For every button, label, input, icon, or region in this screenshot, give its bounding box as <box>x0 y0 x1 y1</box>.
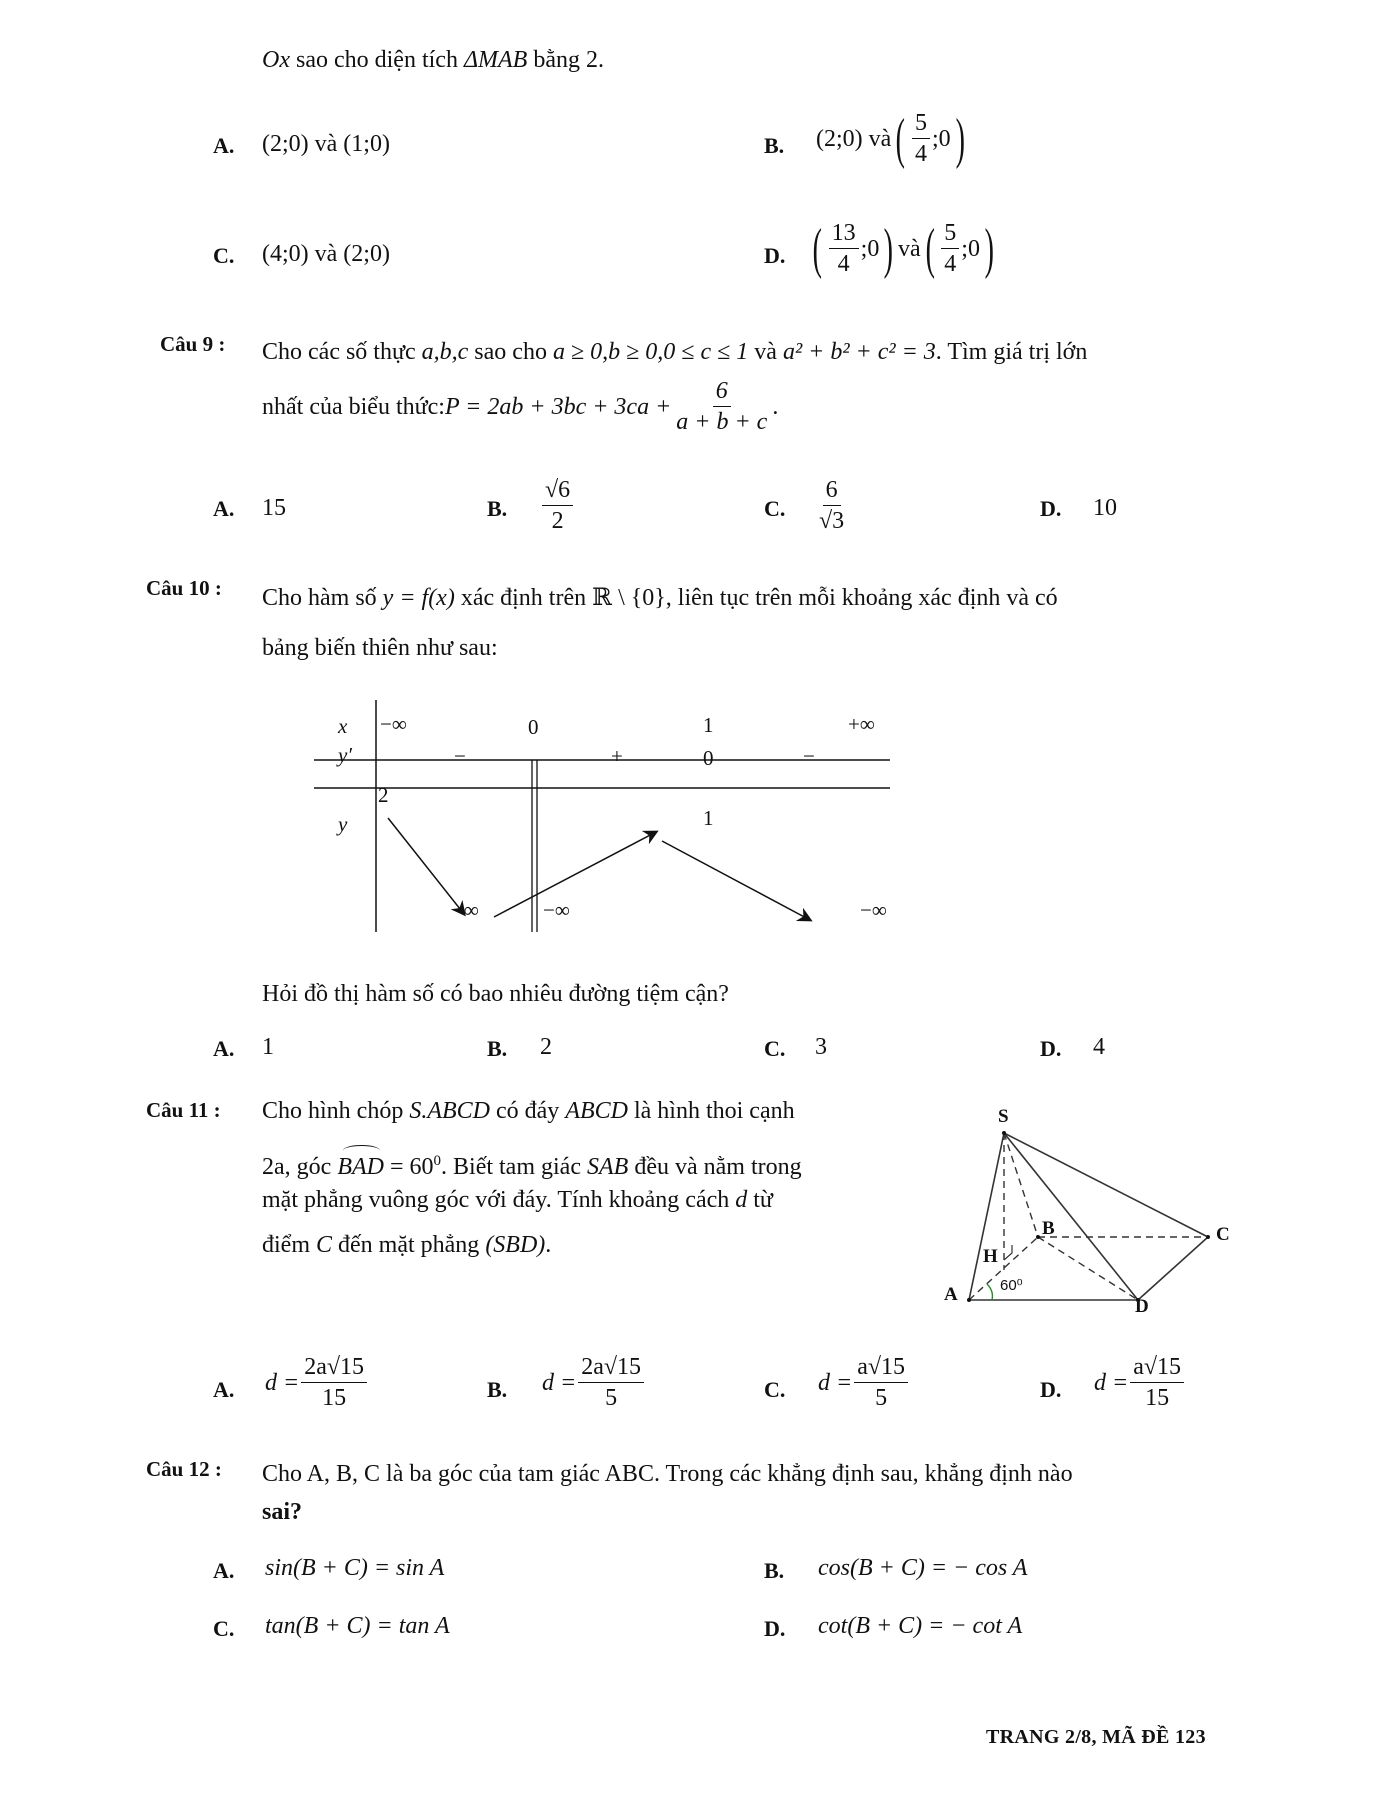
q11-line4: điểm C đến mặt phẳng (SBD). <box>262 1232 552 1258</box>
table-row-x-label: x <box>338 714 348 738</box>
q10-line2: bảng biến thiên như sau: <box>262 635 498 661</box>
q9-label: Câu 9 : <box>160 332 226 356</box>
q12-option-c-text: tan(B + C) = tan A <box>265 1613 450 1639</box>
q12-option-d-label[interactable]: D. <box>764 1616 786 1641</box>
vertex-label-h: H <box>983 1246 998 1267</box>
vertex-label-s: S <box>998 1106 1009 1127</box>
page-footer: TRANG 2/8, MÃ ĐỀ 123 <box>986 1726 1206 1748</box>
table-y-value: 1 <box>703 806 714 830</box>
q11-option-b-text: d = $\frac{2a√15}{5}$ <box>542 1352 646 1413</box>
vertex-label-d: D <box>1135 1296 1149 1317</box>
vertex-label-c: C <box>1216 1224 1230 1245</box>
table-x-value: +∞ <box>848 712 875 736</box>
q11-option-d-label[interactable]: D. <box>1040 1377 1062 1402</box>
angle-label: 60⁰ <box>1000 1277 1023 1294</box>
q8-option-d-text: ( $\frac{13}{4}$ ;0 ) và ( $\frac{5}{4}$ ;0 ) <box>812 217 994 280</box>
q10-option-c-label[interactable]: C. <box>764 1036 786 1061</box>
q8-option-a-text: (2;0) và (1;0) <box>262 131 390 157</box>
q11-line1: Cho hình chóp S.ABCD có đáy ABCD là hình thoi cạnh <box>262 1098 795 1124</box>
table-y-value: 2 <box>378 783 389 807</box>
q11-option-a-label[interactable]: A. <box>213 1377 235 1402</box>
q10-line1: Cho hàm số y = f(x) xác định trên ℝ \ {0}, liên tục trên mỗi khoảng xác định và có <box>262 585 1058 611</box>
q8-option-b-text: (2;0) và ( $\frac{5}{4}$ ;0 ) <box>816 107 965 170</box>
q10-option-d-label[interactable]: D. <box>1040 1036 1062 1061</box>
table-x-value: 0 <box>528 715 539 739</box>
q10-option-a-text: 1 <box>262 1034 274 1060</box>
table-yprime-sign: 0 <box>703 746 714 770</box>
q9-option-d-text: 10 <box>1093 495 1117 521</box>
q9-line1: Cho các số thực a,b,c sao cho a ≥ 0,b ≥ 0,0 ≤ c ≤ 1 và a² + b² + c² = 3. Tìm giá trị lớn <box>262 339 1088 365</box>
q11-option-c-label[interactable]: C. <box>764 1377 786 1402</box>
q9-line2: nhất của biểu thức: P = 2ab + 3bc + 3ca + $\frac{6}{a + b + c}$ . <box>262 378 779 435</box>
table-row-yprime-label: y′ <box>338 743 352 767</box>
q10-option-b-text: 2 <box>540 1034 552 1060</box>
q8-option-b-label[interactable]: B. <box>764 133 785 158</box>
q11-option-a-text: d = $\frac{2a√15}{15}$ <box>265 1352 369 1413</box>
q9-option-a-label[interactable]: A. <box>213 496 235 521</box>
table-yprime-sign: − <box>803 744 815 768</box>
q8-option-c-text: (4;0) và (2;0) <box>262 241 390 267</box>
table-y-value: −∞ <box>543 898 570 922</box>
q12-option-b-text: cos(B + C) = − cos A <box>818 1555 1028 1581</box>
q11-option-c-text: d = $\frac{a√15}{5}$ <box>818 1352 910 1413</box>
pyramid-figure <box>930 1090 1260 1320</box>
q12-line2: sai? <box>262 1499 303 1525</box>
q12-line1: Cho A, B, C là ba góc của tam giác ABC. Trong các khẳng định sau, khẳng định nào <box>262 1461 1073 1487</box>
table-x-value: −∞ <box>380 712 407 736</box>
q12-option-c-label[interactable]: C. <box>213 1616 235 1641</box>
q8-option-c-label[interactable]: C. <box>213 243 235 268</box>
q10-option-d-text: 4 <box>1093 1034 1105 1060</box>
q9-option-d-label[interactable]: D. <box>1040 496 1062 521</box>
q12-label: Câu 12 : <box>146 1457 222 1481</box>
q11-label: Câu 11 : <box>146 1098 221 1122</box>
q10-option-b-label[interactable]: B. <box>487 1036 508 1061</box>
table-yprime-sign: + <box>611 744 623 768</box>
q8-text-tail: Ox sao cho diện tích ΔMAB bằng 2. <box>262 47 604 73</box>
q9-option-c-text: $\frac{6}{√3}$ <box>819 477 845 534</box>
q8-option-d-label[interactable]: D. <box>764 243 786 268</box>
q12-option-b-label[interactable]: B. <box>764 1558 785 1583</box>
q10-label: Câu 10 : <box>146 576 222 600</box>
q10-option-a-label[interactable]: A. <box>213 1036 235 1061</box>
q11-option-b-label[interactable]: B. <box>487 1377 508 1402</box>
q9-option-a-text: 15 <box>262 495 286 521</box>
vertex-label-b: B <box>1042 1218 1055 1239</box>
q9-option-b-text: $\frac{√6}{2}$ <box>540 475 575 536</box>
q11-line3: mặt phẳng vuông góc với đáy. Tính khoảng cách d từ <box>262 1187 773 1213</box>
q10-option-c-text: 3 <box>815 1034 827 1060</box>
table-yprime-sign: − <box>454 744 466 768</box>
q8-option-a-label[interactable]: A. <box>213 133 235 158</box>
q9-option-c-label[interactable]: C. <box>764 496 786 521</box>
table-y-value: −∞ <box>860 898 887 922</box>
table-row-y-label: y <box>338 812 348 836</box>
q9-option-b-label[interactable]: B. <box>487 496 508 521</box>
q12-option-a-text: sin(B + C) = sin A <box>265 1555 445 1581</box>
q11-option-d-text: d = $\frac{a√15}{15}$ <box>1094 1352 1186 1413</box>
q12-option-d-text: cot(B + C) = − cot A <box>818 1613 1023 1639</box>
table-x-value: 1 <box>703 713 714 737</box>
vertex-label-a: A <box>944 1284 958 1305</box>
q11-line2: 2a, góc BAD = $60^0$. Biết tam giác SAB đều và nằm trong <box>262 1153 802 1180</box>
q10-question: Hỏi đồ thị hàm số có bao nhiêu đường tiệm cận? <box>262 981 729 1007</box>
q12-option-a-label[interactable]: A. <box>213 1558 235 1583</box>
table-y-value: −∞ <box>452 898 479 922</box>
